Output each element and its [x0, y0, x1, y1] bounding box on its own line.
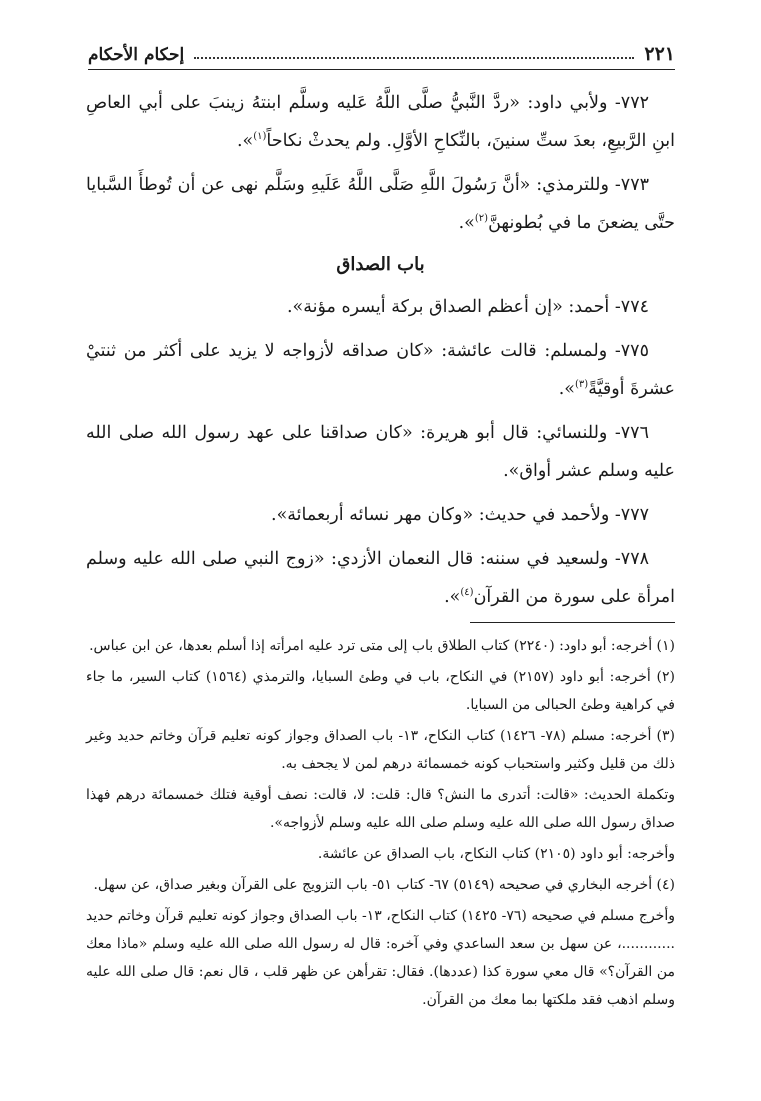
hadith-number: ٧٧٢-: [614, 93, 649, 113]
hadith-number: ٧٧٧-: [614, 505, 649, 525]
book-title: إحكام الأحكام: [88, 45, 185, 65]
footnote-ref: (١): [253, 131, 267, 143]
hadith-end: ».: [558, 379, 576, 399]
hadith-number: ٧٧٣-: [614, 175, 649, 195]
section-heading: باب الصداق: [336, 254, 425, 275]
footnote-ref: (٢): [474, 213, 489, 225]
hadith-text: أحمد: «إن أعظم الصداق بركة أيسره مؤنة: [303, 297, 610, 317]
hadith-number: ٧٧٥-: [614, 341, 649, 361]
footnote-separator: [470, 622, 675, 623]
hadith-text: ولسعيد في سننه: قال النعمان الأزدي: «زوج النبي صلى الله عليه وسلم امرأة على سورة من القرآن: [86, 549, 675, 607]
header-leader-dots: [194, 57, 634, 59]
footnote: وأخرجه: أبو داود (٢١٠٥) كتاب النكاح، باب الصداق عن عائشة.: [317, 846, 675, 862]
hadith-number: ٧٧٤-: [614, 297, 649, 317]
hadith-end: ».: [271, 505, 288, 525]
hadith-end: ».: [503, 461, 520, 481]
footnote-ref: (٣): [575, 379, 589, 391]
hadith-end: ».: [236, 131, 254, 151]
hadith-text: وللنسائي: قال أبو هريرة: «كان صداقنا على عهد رسول الله صلى الله عليه وسلم عشر أواق: [86, 423, 675, 481]
hadith-text: ولمسلم: قالت عائشة: «كان صداقه لأزواجه لا يزيد على أكثر من ثنتيْ عشرةَ أوقيَّةً: [86, 341, 675, 399]
hadith-paragraph: [86, 288, 675, 326]
main-text: [86, 84, 675, 622]
footnote: وتكملة الحديث: «قالت: أتدرى ما النش؟ قال: قلت: لا، قالت: نصف أوقية فتلك خمسمائة درهم فهذا صداق رسول الله صلى الله عليه وسلم صلى الله عليه وسلم لأزواجه».: [86, 787, 675, 831]
footnote: (٣) أخرجه: مسلم (٧٨- ١٤٢٦) كتاب النكاح، ١٣- باب الصداق وجواز كونه تعليم قرآن وخاتم حديد وغير ذلك من قليل وكثير واستحباب كونه خمسمائة درهم لمن لا يجحف به.: [86, 728, 675, 772]
footnote: (٢) أخرجه: أبو داود (٢١٥٧) في النكاح، باب في وطئ السبايا، والترمذي (١٥٦٤) كتاب السير، ما جاء في كراهية وطئ الحبالى من السبايا.: [86, 669, 675, 713]
hadith-paragraph: [86, 496, 675, 534]
hadith-paragraph: [86, 332, 675, 408]
footnote: (١) أخرجه: أبو داود: (٢٢٤٠) كتاب الطلاق باب إلى متى ترد عليه امرأته إذا أسلم بعدها، عن ابن عباس.: [89, 638, 675, 654]
page-number: ٢٢١: [644, 43, 675, 65]
hadith-paragraph: [86, 414, 675, 490]
hadith-text: ولأبي داود: «ردَّ النَّبيُّ صلَّى اللَّهُ عَليه وسلَّم ابنتهُ زينبَ على أبي العاصِ ابنِ الرَّبيعِ، بعدَ ستِّ سنينَ، بالنِّكاحِ الأوَّلِ. ولم يحدثْ نكاحاً: [86, 93, 675, 151]
hadith-end: ».: [286, 297, 304, 317]
hadith-number: ٧٧٨-: [614, 549, 649, 569]
hadith-paragraph: [86, 84, 675, 160]
footnotes: [86, 632, 675, 1017]
hadith-end: ».: [458, 213, 475, 233]
running-header: [88, 36, 675, 70]
hadith-end: ».: [444, 587, 461, 607]
hadith-text: ولأحمد في حديث: «وكان مهر نسائه أربعمائة: [287, 505, 610, 525]
hadith-number: ٧٧٦-: [614, 423, 649, 443]
footnote-ref: (٤): [460, 587, 474, 599]
hadith-text: وللترمذي: «أنَّ رَسُولَ اللَّهِ صَلَّى اللَّهُ عَلَيهِ وسَلَّم نهى عن أن تُوطأَ السَّبايا حتَّى يضعنَ ما في بُطونهنَّ: [86, 175, 675, 233]
footnote: (٤) أخرجه البخاري في صحيحه (٥١٤٩) ٦٧- كتاب ٥١- باب التزويج على القرآن وبغير صداق، عن سهل.: [93, 877, 675, 893]
footnote: وأخرج مسلم في صحيحه (٧٦- ١٤٢٥) كتاب النكاح، ١٣- باب الصداق وجواز كونه تعليم قرآن وخاتم حديد ............، عن سهل بن سعد الساعدي وفي آخره: قال له رسول الله صلى الله عليه وسلم «ماذا معك من القرآن؟» قال معي سورة كذا (عددها). فقال: تقرأهن عن ظهر قلب ، قال نعم: قال صلى الله عليه وسلم اذهب فقد ملكتها بما معك من القرآن.: [86, 908, 675, 1008]
hadith-paragraph: [86, 166, 675, 242]
hadith-paragraph: [86, 540, 675, 616]
